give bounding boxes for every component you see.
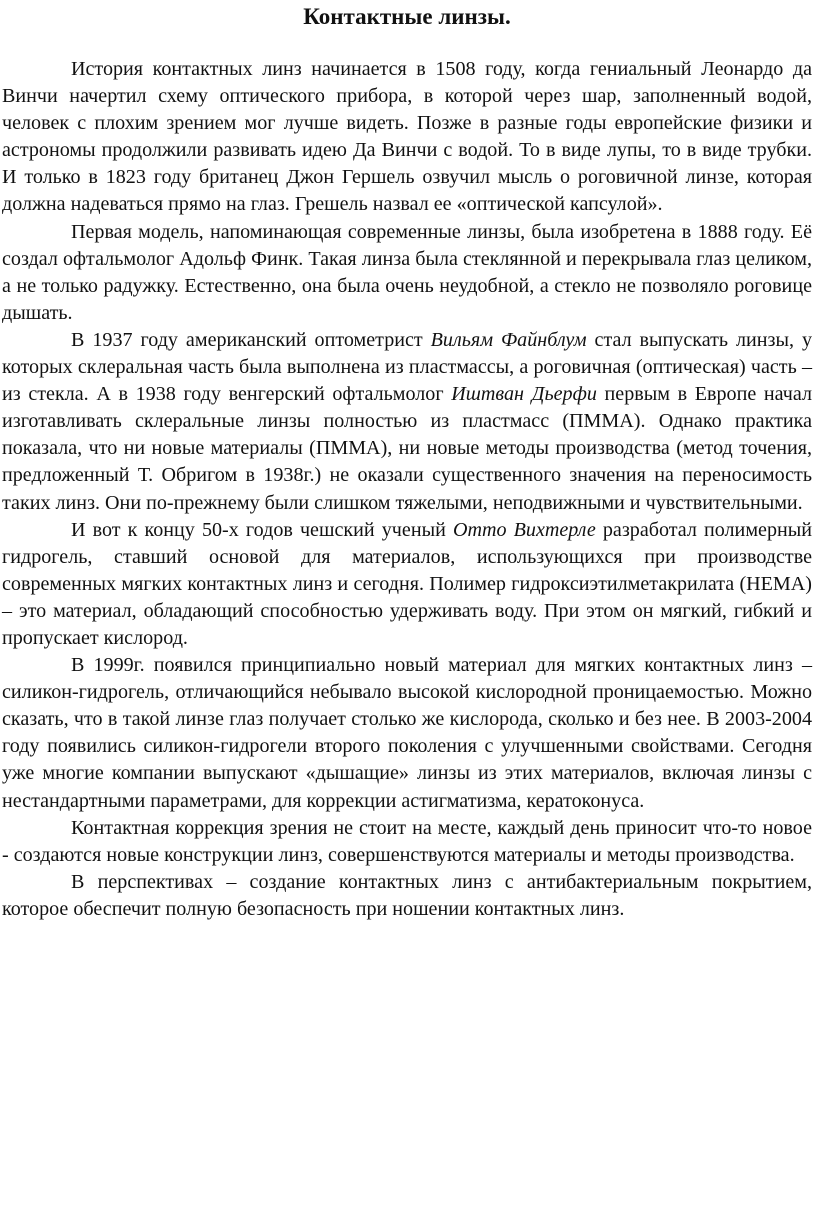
paragraph (2, 219, 812, 327)
paragraph-text: Контактная коррекция зрения не стоит на месте, каждый день приносит что-то новое - создаются новые конструкции линз, совершенствуются материалы и методы производства. (2, 816, 812, 866)
paragraph (2, 56, 812, 219)
paragraph-text: В 1999г. появился принципиально новый материал для мягких контактных линз – силикон-гидрогель, отличающийся небывало высокой кислородной проницаемостью. Можно сказать, что в такой линзе глаз получает столько же кислорода, сколько и без нее. В 2003-2004 году появились силикон-гидрогели второго поколения с улучшенными свойствами. Сегодня уже многие компании выпускают «дышащие» линзы из этих материалов, включая линзы с нестандартными параметрами, для коррекции астигматизма, кератоконуса. (2, 654, 812, 812)
paragraph (2, 327, 812, 517)
document-body (2, 56, 812, 923)
paragraph-text: В перспективах – создание контактных линз с антибактериальным покрытием, которое обеспечит полную безопасность при ношении контактных линз. (2, 870, 812, 920)
italic-name: Отто Вихтерле (452, 518, 596, 541)
paragraph-text: В 1937 году американский оптометрист (71, 328, 431, 351)
paragraph (2, 815, 812, 869)
italic-name: Вильям Файнблум (430, 328, 587, 351)
paragraph-text: стал выпускать линзы, у которых склеральная часть была выполнена из пластмассы, а роговичная (оптическая) часть – из стекла. А в 1938 году венгерский офтальмолог (2, 328, 813, 406)
document-title: Контактные линзы. (303, 4, 511, 29)
paragraph-text: первым в Европе начал изготавливать склеральные линзы полностью из пластмасс (ПММА). Однако практика показала, что ни новые материалы (ПММА), ни новые методы производства (метод точения, предложенный Т. Обригом в 1938г.) не оказали существенного значения на переносимость таких линз. Они по-прежнему были слишком тяжелыми, неподвижными и чувствительными. (2, 383, 812, 514)
paragraph-text: История контактных линз начинается в 1508 году, когда гениальный Леонардо да Винчи начертил схему оптического прибора, в которой через шар, заполненный водой, человек с плохим зрением мог лучше видеть. Позже в разные годы европейские физики и астрономы продолжили развивать идею Да Винчи с водой. То в виде лупы, то в виде трубки. И только в 1823 году британец Джон Гершель озвучил мысль о роговичной линзе, которая должна надеваться прямо на глаз. Грешель назвал ее «оптической капсулой». (2, 58, 812, 216)
paragraph-text: И вот к концу 50-х годов чешский ученый (71, 518, 453, 541)
paragraph (2, 517, 812, 652)
paragraph-text: Первая модель, напоминающая современные линзы, была изобретена в 1888 году. Её создал офтальмолог Адольф Финк. Такая линза была стеклянной и перекрывала глаз целиком, а не только радужку. Естественно, она была очень неудобной, а стекло не позволяло роговице дышать. (2, 220, 812, 324)
paragraph (2, 652, 812, 815)
paragraph-text: разработал полимерный гидрогель, ставший основой для материалов, использующихся при производстве современных мягких контактных линз и сегодня. Полимер гидроксиэтилметакрилата (HEMA) – это материал, обладающий способностью удерживать воду. При этом он мягкий, гибкий и пропускает кислород. (2, 518, 813, 649)
paragraph (2, 869, 812, 923)
italic-name: Иштван Дьерфи (451, 383, 597, 406)
